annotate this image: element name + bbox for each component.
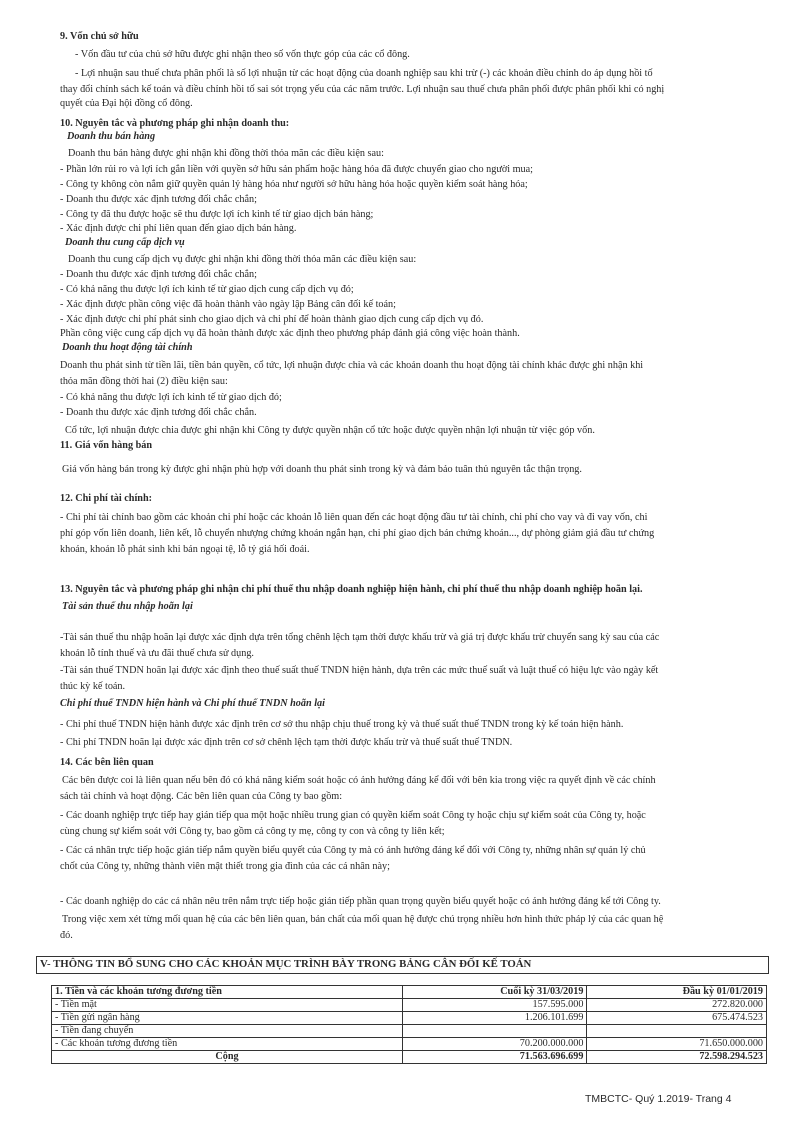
heading-line: 11. Giá vốn hàng bán (60, 440, 153, 451)
text-line: -Tài sản thuế thu nhập hoãn lại được xác định dựa trên tổng chênh lệch tạm thời được khấu trừ và giá trị được khấu trừ chuyển sang kỳ sau của các (60, 632, 660, 643)
heading-line: Chi phí thuế TNDN hiện hành và Chi phí thuế TNDN hoãn lại (60, 698, 325, 709)
table-cell: 675.474.523 (587, 1012, 767, 1025)
text-line: thỏa mãn đồng thời hai (2) điều kiện sau: (60, 376, 228, 387)
text-line: - Lợi nhuận sau thuế chưa phân phối là số lợi nhuận từ các hoạt động của doanh nghiệp sau khi trừ (-) các khoản điều chỉnh do áp dụng hồi tố (75, 68, 653, 79)
section-v-title: V- THÔNG TIN BỔ SUNG CHO CÁC KHOẢN MỤC TRÌNH BÀY TRONG BẢNG CÂN ĐỐI KẾ TOÁN (40, 958, 532, 970)
table-cell: - Tiền đang chuyển (52, 1025, 403, 1038)
table-total-row (52, 1051, 767, 1064)
heading-line: 13. Nguyên tắc và phương pháp ghi nhận chi phí thuế thu nhập doanh nghiệp hiện hành, chi phí thuế thu nhập doanh nghiệp hoãn lại. (60, 584, 643, 595)
text-line: - Các cá nhân trực tiếp hoặc gián tiếp nắm quyền biểu quyết của Công ty mà có ảnh hưởng đáng kể đối với Công ty, những nhân sự quản lý chủ (60, 845, 646, 856)
total-value: 72.598.294.523 (587, 1051, 767, 1064)
table-row (52, 1025, 767, 1038)
heading-line: Doanh thu bán hàng (67, 131, 156, 142)
table-cell: - Tiền gửi ngân hàng (52, 1012, 403, 1025)
table-cell: 272.820.000 (587, 999, 767, 1012)
table-row (52, 1012, 767, 1025)
text-line: - Doanh thu được xác định tương đối chắc chắn; (60, 194, 257, 205)
text-line: - Phần lớn rủi ro và lợi ích gắn liền với quyền sở hữu sản phẩm hoặc hàng hóa đã được chuyển giao cho người mua; (60, 164, 533, 175)
text-line: - Chi phí thuế TNDN hiện hành được xác định trên cơ sở thu nhập chịu thuế trong kỳ và thuế suất thuế TNDN trong kỳ kế toán hiện hành. (60, 719, 624, 730)
text-line: - Công ty đã thu được hoặc sẽ thu được lợi ích kinh tế từ giao dịch bán hàng; (60, 209, 374, 220)
table-cell: 1.206.101.699 (402, 1012, 586, 1025)
text-line: - Có khả năng thu được lợi ích kinh tế từ giao dịch đó; (60, 392, 282, 403)
text-line: cùng chung sự kiểm soát với Công ty, bao gồm cả công ty mẹ, công ty con và công ty liên kết; (60, 826, 445, 837)
table-header-cell: Cuối kỳ 31/03/2019 (402, 986, 586, 999)
text-line: - Vốn đầu tư của chủ sở hữu được ghi nhận theo số vốn thực góp của các cổ đông. (75, 49, 410, 60)
page-footer: TMBCTC- Quý 1.2019- Trang 4 (585, 1093, 732, 1105)
text-line: Giá vốn hàng bán trong kỳ được ghi nhận phù hợp với doanh thu phát sinh trong kỳ và đảm bảo tuân thủ nguyên tắc thận trọng. (62, 464, 582, 475)
text-line: - Các doanh nghiệp trực tiếp hay gián tiếp qua một hoặc nhiều trung gian có quyền kiểm soát Công ty hoặc chịu sự kiểm soát của Công ty, hoặc (60, 810, 646, 821)
heading-line: 12. Chi phí tài chính: (60, 493, 152, 504)
table-row (52, 999, 767, 1012)
table-cell: 157.595.000 (402, 999, 586, 1012)
table-header-cell: Đầu kỳ 01/01/2019 (587, 986, 767, 999)
heading-line: 10. Nguyên tắc và phương pháp ghi nhận doanh thu: (60, 118, 290, 129)
text-line: - Doanh thu được xác định tương đối chắc chắn; (60, 269, 257, 280)
text-line: khoản lỗ tính thuế và ưu đãi thuế chưa sử dụng. (60, 648, 254, 659)
cash-table (51, 985, 767, 1064)
text-line: Phần công việc cung cấp dịch vụ đã hoàn thành được xác định theo phương pháp đánh giá công việc hoàn thành. (60, 328, 520, 339)
text-line: - Có khả năng thu được lợi ích kinh tế từ giao dịch cung cấp dịch vụ đó; (60, 284, 354, 295)
heading-line: Tài sản thuế thu nhập hoãn lại (62, 601, 193, 612)
text-line: Doanh thu cung cấp dịch vụ được ghi nhận khi đồng thời thỏa mãn các điều kiện sau: (68, 254, 417, 265)
text-line: đó. (60, 930, 73, 941)
table-header-cell: 1. Tiền và các khoản tương đương tiền (52, 986, 403, 999)
text-line: thúc kỳ kế toán. (60, 681, 126, 692)
text-line: thay đổi chính sách kế toán và điều chỉnh hồi tố sai sót trọng yếu của các năm trước. Lợi nhuận sau thuế chưa phân phối được phân phối khi có nghị (60, 84, 665, 95)
text-line: Cổ tức, lợi nhuận được chia được ghi nhận khi Công ty được quyền nhận cổ tức hoặc được quyền nhận lợi nhuận từ việc góp vốn. (65, 425, 595, 436)
text-line: chốt của Công ty, những thành viên mật thiết trong gia đình của các cá nhân này; (60, 861, 390, 872)
table-row (52, 1038, 767, 1051)
heading-line: 9. Vốn chủ sở hữu (60, 31, 139, 42)
heading-line: 14. Các bên liên quan (60, 757, 154, 768)
table-cell: - Tiền mặt (52, 999, 403, 1012)
heading-line: Doanh thu hoạt động tài chính (62, 342, 193, 353)
text-line: khoán, khoản lỗ phát sinh khi bán ngoại tệ, lỗ tỷ giá hối đoái. (60, 544, 310, 555)
heading-line: Doanh thu cung cấp dịch vụ (65, 237, 185, 248)
total-label: Cộng (52, 1051, 403, 1064)
text-line: - Công ty không còn nắm giữ quyền quản lý hàng hóa như người sở hữu hàng hóa hoặc quyền kiểm soát hàng hóa; (60, 179, 528, 190)
text-line: phí góp vốn liên doanh, liên kết, lỗ chuyển nhượng chứng khoán ngắn hạn, chi phí giao dịch bán chứng khoán..., dự phòng giảm giá đầu tư chứng (60, 528, 655, 539)
text-line: - Các doanh nghiệp do các cá nhân nêu trên nắm trực tiếp hoặc gián tiếp phần quan trọng quyền biểu quyết hoặc có ảnh hưởng đáng kể tới Công ty. (60, 896, 661, 907)
total-value: 71.563.696.699 (402, 1051, 586, 1064)
text-line: quyết của Đại hội đồng cổ đông. (60, 98, 193, 109)
text-line: Trong việc xem xét từng mối quan hệ của các bên liên quan, bản chất của mối quan hệ được chú trọng nhiều hơn hình thức pháp lý của các quan hệ (62, 914, 664, 925)
table-cell: - Các khoản tương đương tiền (52, 1038, 403, 1051)
table-cell: 70.200.000.000 (402, 1038, 586, 1051)
table-header-row (52, 986, 767, 999)
text-line: - Doanh thu được xác định tương đối chắc chắn. (60, 407, 257, 418)
text-line: - Chi phí tài chính bao gồm các khoản chi phí hoặc các khoản lỗ liên quan đến các hoạt động đầu tư tài chính, chi phí cho vay và đi vay vốn, chi (60, 512, 648, 523)
text-line: Doanh thu bán hàng được ghi nhận khi đồng thời thỏa mãn các điều kiện sau: (68, 148, 384, 159)
text-line: sách tài chính và hoạt động. Các bên liên quan của Công ty bao gồm: (60, 791, 343, 802)
text-line: - Xác định được chi phí liên quan đến giao dịch bán hàng. (60, 223, 297, 234)
table-cell: 71.650.000.000 (587, 1038, 767, 1051)
text-line: Doanh thu phát sinh từ tiền lãi, tiền bản quyền, cổ tức, lợi nhuận được chia và các khoản doanh thu hoạt động tài chính khác được ghi nhận khi (60, 360, 644, 371)
text-line: Các bên được coi là liên quan nếu bên đó có khả năng kiểm soát hoặc có ảnh hưởng đáng kể đối với bên kia trong việc ra quyết định về các chính (62, 775, 656, 786)
table-cell (402, 1025, 586, 1038)
text-line: - Chi phí TNDN hoãn lại được xác định trên cơ sở chênh lệch tạm thời được khấu trừ và thuế suất thuế TNDN. (60, 737, 513, 748)
text-line: - Xác định được phần công việc đã hoàn thành vào ngày lập Bảng cân đối kế toán; (60, 299, 396, 310)
table-cell (587, 1025, 767, 1038)
text-line: - Xác định được chi phí phát sinh cho giao dịch và chi phí để hoàn thành giao dịch cung cấp dịch vụ đó. (60, 314, 484, 325)
text-line: -Tài sản thuế TNDN hoãn lại được xác định theo thuế suất thuế TNDN hiện hành, dựa trên các mức thuế suất và luật thuế có hiệu lực vào ngày kết (60, 665, 659, 676)
